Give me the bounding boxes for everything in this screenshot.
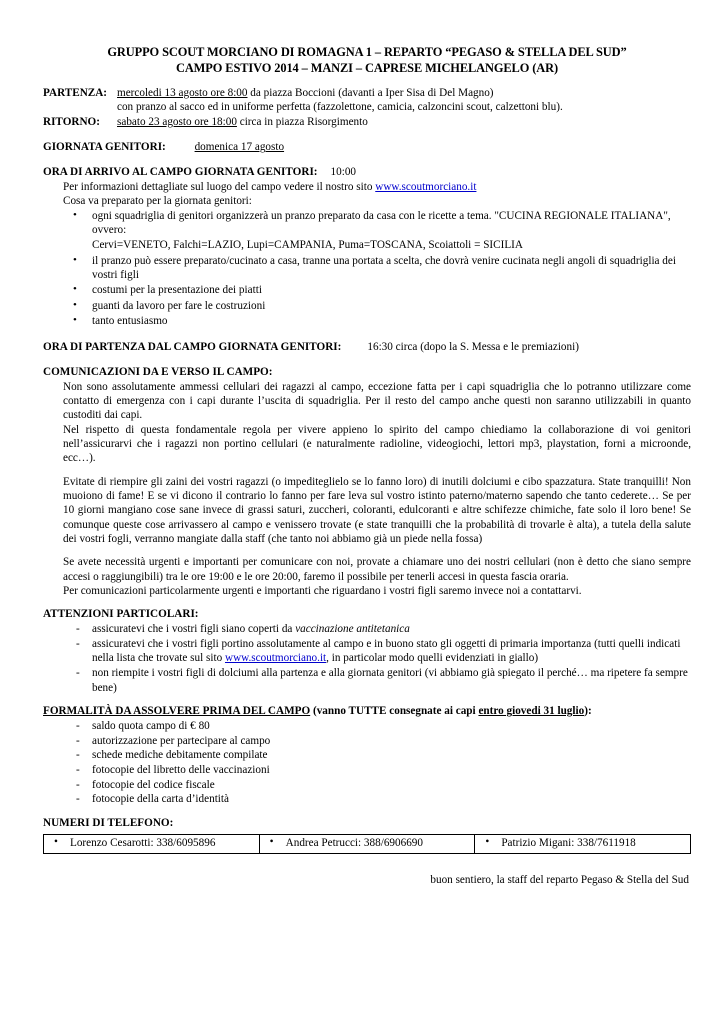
contact-1: • Lorenzo Cesarotti: 338/6095896 bbox=[48, 837, 255, 850]
arrival-prep-line: Cosa va preparato per la giornata genitori: bbox=[63, 195, 252, 208]
list-item bbox=[63, 719, 691, 734]
formalities-item-text: fotocopie della carta d’identità bbox=[92, 793, 229, 806]
attentions-item-1-italic: vaccinazione antitetanica bbox=[295, 623, 410, 636]
table-row bbox=[44, 834, 691, 853]
communications-heading: COMUNICAZIONI DA E VERSO IL CAMPO: bbox=[43, 365, 273, 378]
scoutmorciano-link-2[interactable]: www.scoutmorciano.it bbox=[224, 652, 327, 665]
parents-day-value: domenica 17 agosto bbox=[194, 141, 285, 154]
formalities-item-text: autorizzazione per partecipare al campo bbox=[92, 734, 271, 747]
communications-paragraph-5: Per comunicazioni particolarmente urgenti e importanti che riguardano i vostri figli saremo invece noi a contattarvi. bbox=[63, 584, 582, 597]
camp-departure-row bbox=[43, 340, 691, 355]
return-label: RITORNO: bbox=[43, 115, 100, 128]
list-item bbox=[63, 637, 691, 666]
document-content bbox=[43, 44, 691, 887]
phones-heading: NUMERI DI TELEFONO: bbox=[43, 816, 174, 829]
arrival-time: 10:00 bbox=[330, 165, 357, 178]
closing-signature: buon sentiero, la staff del reparto Pegaso & Stella del Sud bbox=[430, 873, 689, 886]
parents-day-row bbox=[43, 140, 691, 155]
arrival-info-prefix: Per informazioni dettagliate sul luogo del campo vedere il nostro sito bbox=[63, 180, 376, 193]
camp-departure-heading: ORA DI PARTENZA DAL CAMPO GIORNATA GENITORI: bbox=[43, 341, 342, 354]
phone-numbers-table bbox=[43, 834, 691, 854]
formalities-item-text: fotocopie del codice fiscale bbox=[92, 778, 215, 791]
departure-rest: da piazza Boccioni (davanti a Iper Sisa di Del Magno) bbox=[247, 86, 494, 99]
phone-cell-3 bbox=[475, 834, 691, 853]
list-item bbox=[63, 622, 691, 637]
formalities-heading-mid: (vanno TUTTE consegnate ai capi bbox=[310, 705, 479, 718]
list-item bbox=[63, 763, 691, 778]
phone-cell-2 bbox=[259, 834, 475, 853]
list-item bbox=[63, 778, 691, 793]
contact-2: • Andrea Petrucci: 388/6906690 bbox=[264, 837, 471, 850]
attentions-list bbox=[43, 622, 691, 695]
list-item bbox=[63, 666, 691, 695]
list-item bbox=[63, 283, 691, 297]
formalities-item-text: saldo quota campo di € 80 bbox=[92, 720, 210, 733]
list-item bbox=[63, 748, 691, 763]
document-title bbox=[43, 44, 691, 77]
list-item bbox=[63, 209, 691, 238]
contact-3: • Patrizio Migani: 338/7611918 bbox=[479, 837, 686, 850]
formalities-list bbox=[43, 719, 691, 806]
attentions-item-3: non riempite i vostri figli di dolciumi alla partenza e alla giornata genitori (vi abbiamo già spiegato il perché… ma ripetere fa sempre bene) bbox=[92, 667, 688, 694]
formalities-item-text: schede mediche debitamente compilate bbox=[92, 749, 268, 762]
formalities-item-text: fotocopie del libretto delle vaccinazioni bbox=[92, 763, 270, 776]
attentions-heading: ATTENZIONI PARTICOLARI: bbox=[43, 608, 199, 621]
list-item bbox=[63, 299, 691, 313]
list-item bbox=[63, 792, 691, 807]
checklist-text: guanti da lavoro per fare le costruzioni bbox=[92, 299, 266, 312]
communications-paragraph-1: Non sono assolutamente ammessi cellulari dei ragazzi al campo, eccezione fatta per i capi squadriglia che lo potranno utilizzare come contatto di emergenza con i capi durante l’uscita di squadriglia. Per il resto del campo anche questi non saranno utilizzabili in quanto custoditi dai capi. bbox=[63, 380, 691, 422]
return-rest: circa in piazza Risorgimento bbox=[236, 115, 368, 128]
departure-date: mercoledi 13 agosto ore 8:00 bbox=[117, 86, 248, 99]
formalities-deadline: entro giovedi 31 luglio bbox=[478, 705, 585, 718]
arrival-info-line bbox=[43, 180, 691, 195]
departure-second-line: con pranzo al sacco ed in uniforme perfetta (fazzolettone, camicia, calzoncini scout, calzettoni blu). bbox=[117, 101, 563, 114]
camp-departure-time: 16:30 circa (dopo la S. Messa e le premiazioni) bbox=[367, 341, 579, 354]
list-item bbox=[63, 238, 691, 252]
communications-paragraph-2: Nel rispetto di questa fondamentale regola per vivere appieno lo spirito del campo chiediamo la collaborazione di voi genitori nell’assicurarvi che i ragazzi non portino cellulari (e naturalmente radioline, videogiochi, lettori mp3, playstation, forni a microonde, ecc…). bbox=[63, 423, 691, 465]
formalities-heading-end: ): bbox=[584, 705, 592, 718]
checklist-text: tanto entusiasmo bbox=[92, 315, 168, 328]
attentions-item-2-pre: assicuratevi che i vostri figli portino assolutamente al campo e in buono stato gli oggetti di primaria importanza (tutti quelli indicati nella lista che trovate sul sito bbox=[92, 637, 681, 665]
formalities-heading bbox=[43, 704, 691, 719]
title-line-2: CAMPO ESTIVO 2014 – MANZI – CAPRESE MICHELANGELO (AR) bbox=[175, 61, 559, 76]
parents-day-label: GIORNATA GENITORI: bbox=[43, 141, 166, 154]
checklist-text: costumi per la presentazione dei piatti bbox=[92, 284, 262, 297]
scoutmorciano-link-1[interactable]: www.scoutmorciano.it bbox=[375, 180, 477, 193]
return-value bbox=[117, 115, 691, 130]
checklist-text: il pranzo può essere preparato/cucinato a casa, tranne una portata a scelta, che dovrà venire cucinata negli angoli di squadriglia dei vostri figli bbox=[92, 254, 676, 282]
attentions-item-2-post: , in particolar modo quelli evidenziati in giallo) bbox=[326, 652, 539, 665]
departure-row bbox=[43, 86, 691, 101]
communications-paragraph-4: Se avete necessità urgenti e importanti per comunicare con noi, provate a chiamare uno dei nostri cellulari (non è detto che siano sempre accesi o raggiungibili) tra le ore 19:00 e le ore 20:00, faremo il possibile per tenerli accesi in questa fascia oraria. bbox=[63, 556, 691, 583]
title-line-1: GRUPPO SCOUT MORCIANO DI ROMAGNA 1 – REPARTO “PEGASO & STELLA DEL SUD” bbox=[107, 45, 627, 59]
parents-day-checklist bbox=[43, 209, 691, 329]
communications-paragraph-3: Evitate di riempire gli zaini dei vostri ragazzi (o impediteglielo se lo fanno loro) di inutili dolciumi e cibo spazzatura. State tranquilli! Non muoiono di fame! E se vi dicono il contrario lo fanno per fare leva sul vostro istinto paterno/materno sapendo che tanto cederete… Se per 10 giorni mangiano cose sane invece di grassi saturi, zuccheri, coloranti, edulcoranti e altre schifezze chimiche, fate solo il loro bene! Se comunque queste cose arrivassero al campo e venissero trovate (e state tranquilli che la probabilità di trovarle è alta), a tutela della salute dei vostri fogli, verranno mangiate dalla staff (che tanto noi abbiamo già un piede nella fossa) bbox=[63, 475, 691, 545]
return-row bbox=[43, 115, 691, 130]
return-date: sabato 23 agosto ore 18:00 bbox=[117, 115, 237, 128]
list-item bbox=[63, 734, 691, 749]
attentions-item-1-pre: assicuratevi che i vostri figli siano coperti da bbox=[92, 623, 296, 636]
departure-label: PARTENZA: bbox=[43, 86, 108, 99]
formalities-heading-main: FORMALITÀ DA ASSOLVERE PRIMA DEL CAMPO bbox=[43, 705, 311, 718]
list-item bbox=[63, 314, 691, 328]
departure-value bbox=[117, 86, 691, 101]
list-item bbox=[63, 254, 691, 283]
arrival-heading: ORA DI ARRIVO AL CAMPO GIORNATA GENITORI: bbox=[43, 165, 318, 178]
checklist-text: Cervi=VENETO, Falchi=LAZIO, Lupi=CAMPANIA, Puma=TOSCANA, Scoiattoli = SICILIA bbox=[92, 239, 523, 252]
arrival-heading-row bbox=[43, 165, 691, 180]
checklist-text: ogni squadriglia di genitori organizzerà un pranzo preparato da casa con le ricette a tema. "CUCINA REGIONALE ITALIANA", ovvero: bbox=[92, 209, 671, 237]
phone-cell-1 bbox=[44, 834, 260, 853]
